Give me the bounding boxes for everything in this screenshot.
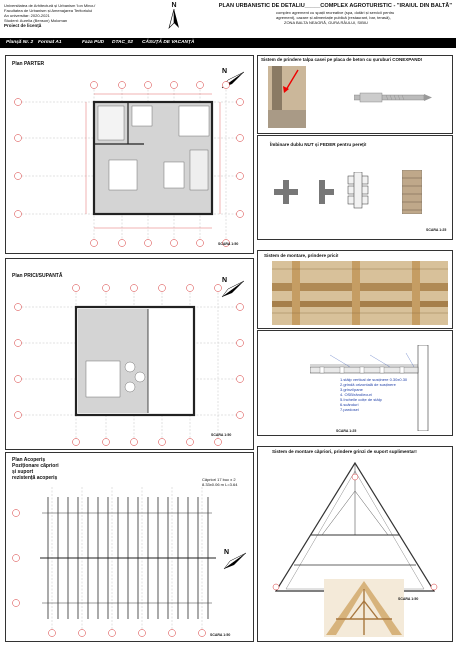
university-line: Universitatea de Arhitectură și Urbanism 'Ion Mincu' bbox=[4, 3, 96, 8]
scale-label: SCARA 1:25 bbox=[426, 228, 447, 232]
rafter-note-2: 8.33x0.06 m L=3.64 bbox=[202, 482, 238, 487]
legend-item: 1.stâlp vertical de susținere 0.30x0.30 bbox=[340, 377, 408, 382]
student-name: Student: Aurelia (Benson) Moloman bbox=[4, 18, 68, 23]
scale-label: SCARA 1:50 bbox=[398, 597, 419, 601]
panel-title-1: Plan Acoperiș bbox=[12, 457, 46, 463]
panel-prindere-talpa bbox=[257, 55, 453, 134]
panel-title: Plan PARTER bbox=[12, 61, 45, 67]
panel-imbinare-nut-feder bbox=[257, 135, 453, 240]
roof-truss-photo bbox=[324, 579, 404, 637]
log-corner-3d-diagram bbox=[344, 172, 374, 212]
roof-rafter-plan bbox=[12, 483, 242, 637]
title-block bbox=[200, 3, 452, 25]
university-info bbox=[4, 3, 154, 28]
sheet-format: Format A1 bbox=[38, 40, 62, 45]
plan-subtitle-2: agrement), cazare și alimentație publică (restaurant, bar, terasă), bbox=[276, 15, 391, 20]
drawing-name: CĂSUȚĂ DE VACANȚĂ bbox=[142, 40, 195, 45]
scale-label: SCARA 1:25 bbox=[336, 429, 357, 433]
legend-item: 4. OSB/rând/ecuri bbox=[340, 392, 372, 397]
joint-cross-diagram bbox=[274, 180, 298, 204]
expansion-bolt-image bbox=[354, 90, 434, 106]
plan-subtitle-1: complex agrement cu spații recreative (spa, dotări și servicii pentru bbox=[276, 10, 395, 15]
panel-title-3: și suport bbox=[12, 469, 34, 475]
faculty-line: Facultatea de Urbanism și Amenajarea Teritoriului bbox=[4, 8, 93, 13]
log-wall-detail bbox=[402, 170, 422, 214]
panel-title-4: rezistență acoperiș bbox=[12, 475, 58, 481]
panel-montare-capriori bbox=[257, 446, 453, 642]
floor-plan-prici bbox=[14, 283, 246, 447]
legend-item: 5.încheile colțe de stâlp bbox=[340, 397, 382, 402]
panel-title: Plan PRICI/SUPANTĂ bbox=[12, 273, 63, 279]
svg-text:N: N bbox=[222, 277, 228, 284]
project-type: Proiect de licență bbox=[4, 23, 42, 28]
sheet-number: Planșă Nr. 2 bbox=[6, 40, 34, 45]
panel-title: Îmbinare dublu NUT și FEDER pentru pereți! bbox=[270, 142, 367, 147]
scale-label: SCARA 1:50 bbox=[211, 433, 232, 437]
scale-label: SCARA 1:50 bbox=[210, 633, 231, 637]
plan-title: PLAN URBANISTIC DE DETALIU_____COMPLEX AGROTURISTIC - "IRAIUL DIN BALTĂ" bbox=[218, 3, 452, 9]
prici-construction-photo bbox=[272, 261, 448, 325]
scale-label: SCARA 1:50 bbox=[218, 242, 239, 246]
north-arrow-header bbox=[168, 2, 180, 32]
panel-title: Sistem de prindere talpa casei pe placa de beton cu șuruburi CONEXPAND! bbox=[261, 57, 423, 62]
legend-item: 6.scânduri bbox=[340, 402, 359, 407]
prici-legend bbox=[340, 377, 407, 412]
panel-title: Sistem de montare, prindere prici! bbox=[264, 253, 339, 258]
north-label: N bbox=[171, 2, 177, 9]
plan-location: ZONA BALTA NEAGRĂ, GURA RÂULUI, SIBIU bbox=[284, 20, 368, 25]
north-arrow-icon bbox=[168, 9, 180, 29]
panel-title-2: Poziționare căpriori bbox=[12, 463, 59, 469]
drawing-code: DTAC_02 bbox=[112, 40, 133, 45]
panel-title: Sistem de montare căpriori, prindere grinzi de suport suplimentar! bbox=[272, 449, 417, 454]
truss-section-diagram bbox=[272, 461, 438, 593]
anchor-photo bbox=[268, 66, 306, 128]
legend-item: 7.pardosei bbox=[340, 407, 359, 412]
sheet-info-bar bbox=[0, 38, 456, 48]
panel-plan-parter bbox=[5, 55, 254, 254]
svg-text:N: N bbox=[224, 549, 230, 556]
joint-tee-diagram bbox=[310, 180, 334, 204]
academic-year: An universitar: 2020-2021 bbox=[4, 13, 50, 18]
svg-text:N: N bbox=[222, 68, 228, 75]
rafter-note-1: Căpriori 17 buc x 2 bbox=[202, 477, 236, 482]
legend-item: 2.grindă orizontală de susținere bbox=[340, 382, 396, 387]
floor-plan-parter bbox=[14, 80, 246, 250]
legend-item: 3.grinzi/pane bbox=[340, 387, 363, 392]
panel-detaliu-prici bbox=[257, 330, 453, 436]
design-phase: Faza PUD bbox=[82, 40, 105, 45]
panel-plan-prici bbox=[5, 258, 254, 450]
panel-plan-acoperis bbox=[5, 452, 254, 642]
panel-montare-prici bbox=[257, 250, 453, 329]
